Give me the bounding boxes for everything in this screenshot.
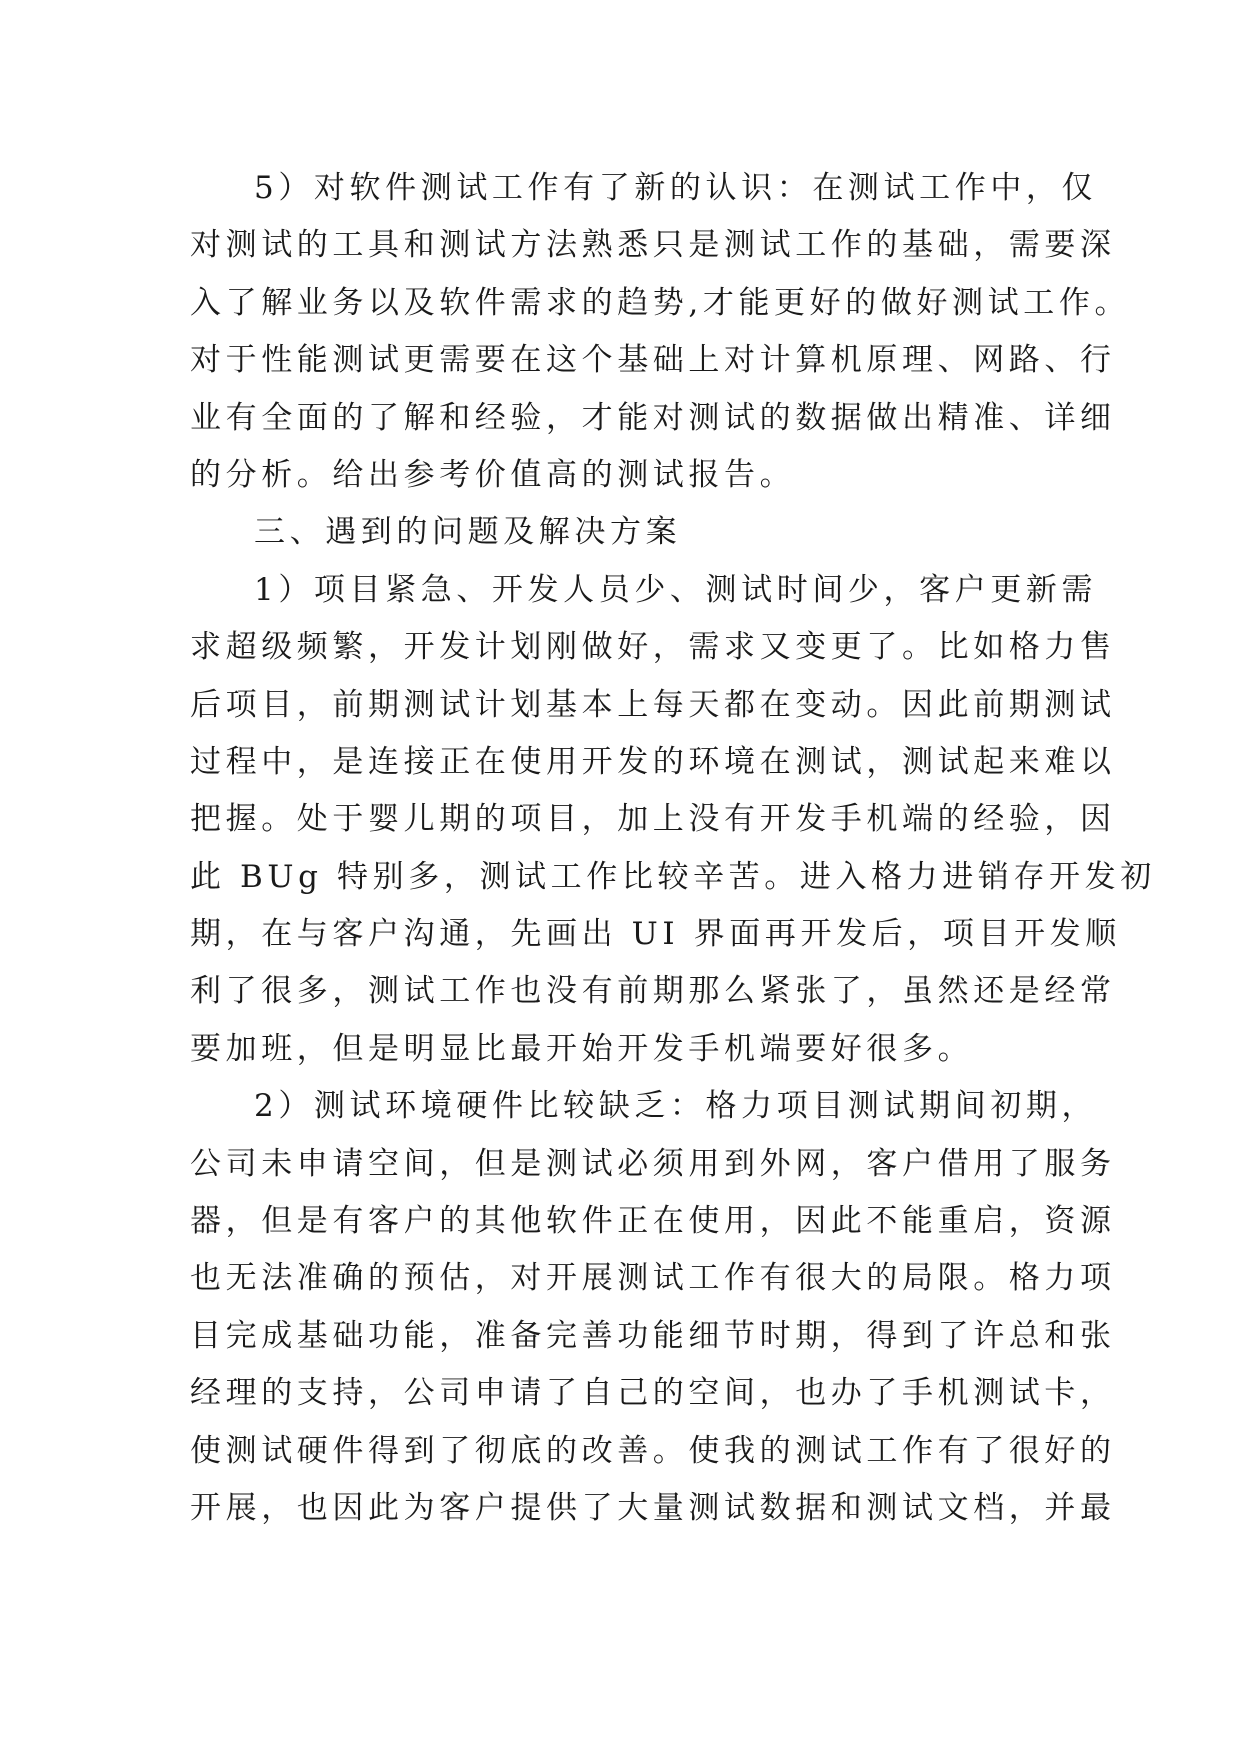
paragraph-line: 对测试的工具和测试方法熟悉只是测试工作的基础，需要深 [190, 227, 1116, 264]
paragraph-line: 公司未申请空间，但是测试必须用到外网，客户借用了服务 [190, 1145, 1116, 1182]
paragraph-line: 利了很多，测试工作也没有前期那么紧张了，虽然还是经常 [190, 973, 1116, 1010]
paragraph-line: 5）对软件测试工作有了新的认识：在测试工作中，仅 [254, 170, 1098, 206]
section-heading: 三、遇到的问题及解决方案 [254, 514, 682, 551]
paragraph-line: 过程中，是连接正在使用开发的环境在测试，测试起来难以 [190, 743, 1116, 780]
paragraph-line: 使测试硬件得到了彻底的改善。使我的测试工作有了很好的 [190, 1432, 1116, 1469]
body-text [190, 160, 1156, 1537]
paragraph-line: 目完成基础功能，准备完善功能细节时期，得到了许总和张 [190, 1317, 1116, 1354]
paragraph-line: 求超级频繁，开发计划刚做好，需求又变更了。比如格力售 [190, 629, 1116, 666]
paragraph-line: 的分析。给出参考价值高的测试报告。 [190, 456, 796, 493]
paragraph-line: 把握。处于婴儿期的项目，加上没有开发手机端的经验，因 [190, 801, 1116, 838]
paragraph-line: 期，在与客户沟通，先画出 UI 界面再开发后，项目开发顺 [190, 916, 1121, 953]
paragraph-line: 业有全面的了解和经验，才能对测试的数据做出精准、详细 [190, 399, 1116, 436]
paragraph-line: 器，但是有客户的其他软件正在使用，因此不能重启，资源 [190, 1203, 1116, 1240]
paragraph-line: 开展，也因此为客户提供了大量测试数据和测试文档，并最 [190, 1489, 1116, 1526]
paragraph-line: 入了解业务以及软件需求的趋势,才能更好的做好测试工作。 [190, 284, 1131, 321]
paragraph-line: 此 BUg 特别多，测试工作比较辛苦。进入格力进销存开发初 [190, 858, 1156, 895]
paragraph-line: 对于性能测试更需要在这个基础上对计算机原理、网路、行 [190, 342, 1116, 379]
paragraph-line: 要加班，但是明显比最开始开发手机端要好很多。 [190, 1030, 974, 1067]
paragraph-line: 也无法准确的预估，对开展测试工作有很大的局限。格力项 [190, 1260, 1116, 1297]
paragraph-line: 经理的支持，公司申请了自己的空间，也办了手机测试卡， [190, 1375, 1116, 1412]
paragraph-line: 后项目，前期测试计划基本上每天都在变动。因此前期测试 [190, 686, 1116, 723]
paragraph-line: 1）项目紧急、开发人员少、测试时间少，客户更新需 [254, 571, 1098, 608]
paragraph-line: 2）测试环境硬件比较缺乏：格力项目测试期间初期， [254, 1088, 1098, 1125]
